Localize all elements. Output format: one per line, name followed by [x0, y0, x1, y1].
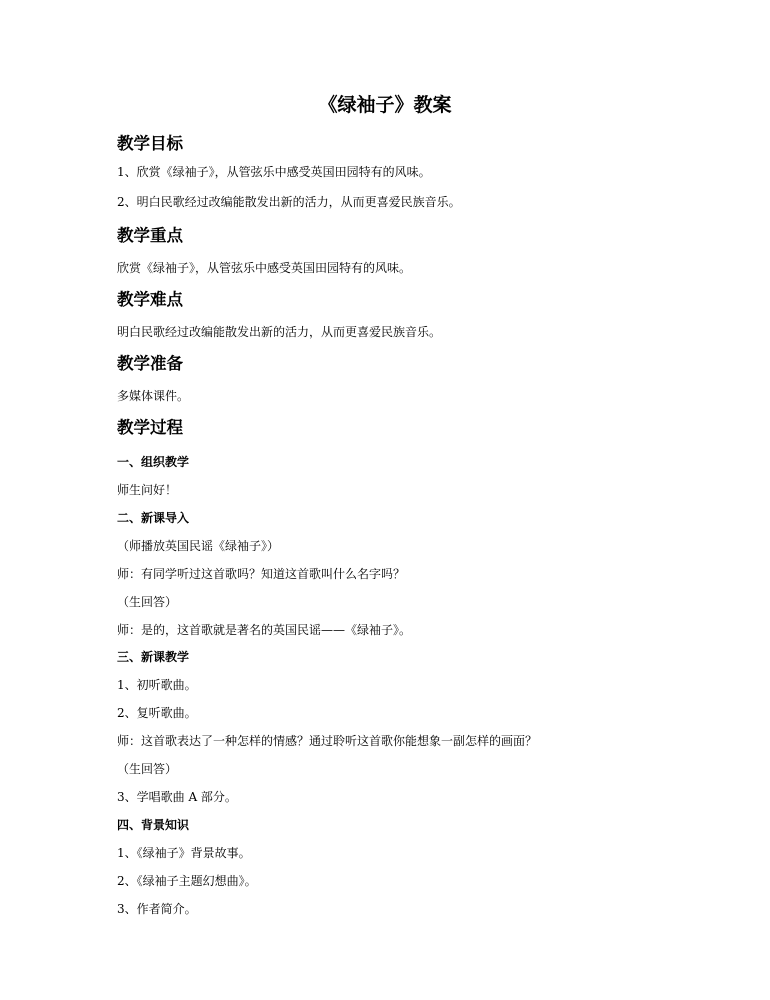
- document-title: 《绿袖子》教案: [318, 94, 452, 116]
- process-line: 师：这首歌表达了一种怎样的情感？通过聆听这首歌你能想象一副怎样的画面？: [117, 734, 538, 748]
- objective-item-1: 1、欣赏《绿袖子》，从管弦乐中感受英国田园特有的风味。: [117, 165, 431, 179]
- process-line: 3、学唱歌曲 A 部分。: [117, 790, 237, 804]
- process-line: 2、复听歌曲。: [117, 706, 197, 720]
- heading-key-points: 教学重点: [117, 226, 183, 245]
- process-section-title: 三、新课教学: [117, 650, 190, 664]
- heading-objectives: 教学目标: [117, 134, 183, 153]
- objective-item-2: 2、明白民歌经过改编能散发出新的活力，从而更喜爱民族音乐。: [117, 195, 461, 209]
- process-section-title: 四、背景知识: [117, 818, 190, 832]
- heading-process: 教学过程: [117, 418, 183, 437]
- process-line: 师：有同学听过这首歌吗？知道这首歌叫什么名字吗？: [117, 567, 406, 581]
- heading-difficulties: 教学难点: [117, 290, 183, 309]
- process-line: 1、初听歌曲。: [117, 678, 197, 692]
- process-line: 2、《绿袖子主题幻想曲》。: [117, 874, 257, 888]
- process-section-title: 二、新课导入: [117, 511, 190, 525]
- process-line: 1、《绿袖子》背景故事。: [117, 846, 251, 860]
- process-line: （师播放英国民谣《绿袖子》）: [117, 539, 280, 553]
- process-line: 3、作者简介。: [117, 902, 197, 916]
- process-section-title: 一、组织教学: [117, 455, 190, 469]
- process-line: （生回答）: [117, 595, 178, 609]
- process-line: 师生问好！: [117, 483, 178, 497]
- key-points-text: 欣赏《绿袖子》，从管弦乐中感受英国田园特有的风味。: [117, 261, 412, 275]
- heading-preparation: 教学准备: [117, 354, 183, 373]
- preparation-text: 多媒体课件。: [117, 389, 190, 403]
- process-line: 师：是的，这首歌就是著名的英国民谣——《绿袖子》。: [117, 623, 412, 637]
- process-line: （生回答）: [117, 762, 178, 776]
- difficulties-text: 明白民歌经过改编能散发出新的活力，从而更喜爱民族音乐。: [117, 325, 442, 339]
